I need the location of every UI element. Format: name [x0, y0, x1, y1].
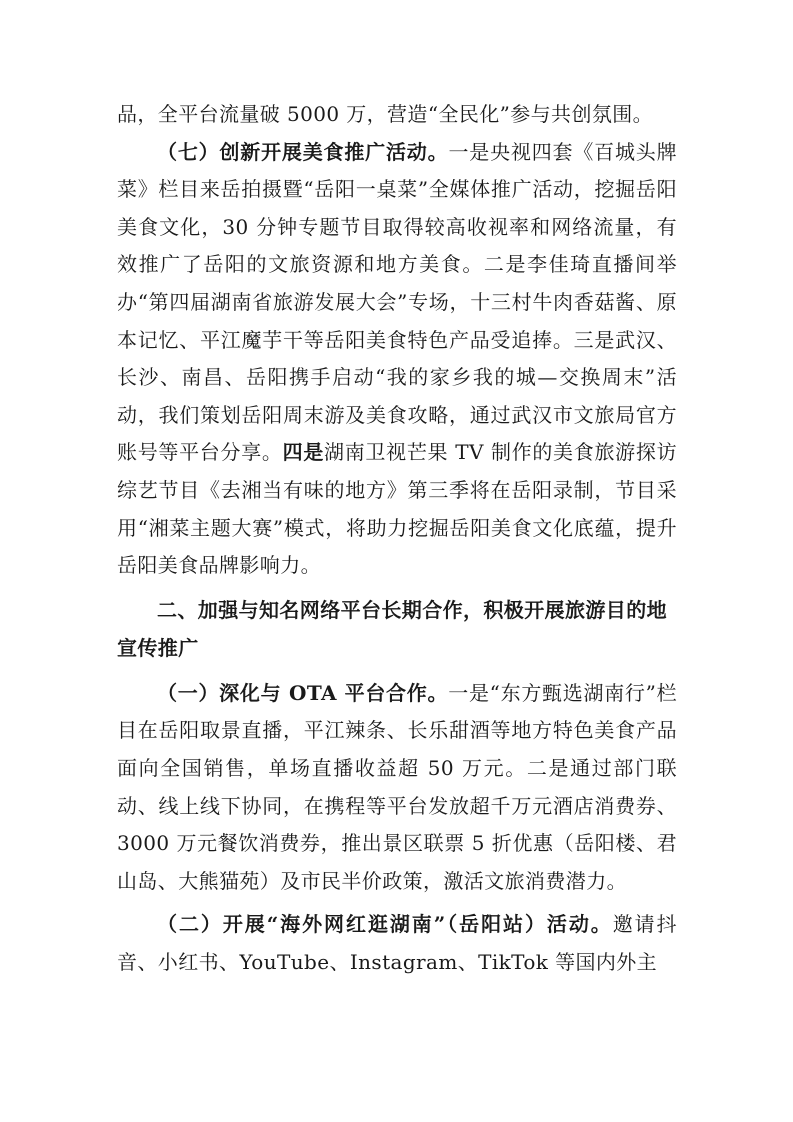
paragraph-heading: （七）创新开展美食推广活动。: [157, 139, 449, 164]
paragraph-text: 湖南卫视芒果 TV 制作的美食旅游探访综艺节目《去湘当有味的地方》第三季将在岳阳录制，节目采用“湘菜主题大赛”模式，将助力挖掘岳阳美食文化底蕴，提升岳阳美食品牌影响力。: [117, 440, 677, 578]
section-heading: 二、加强与知名网络平台长期合作，积极开展旅游目的地宣传推广: [117, 597, 667, 660]
paragraph-influencer-event: [117, 906, 677, 981]
paragraph-text: 品，全平台流量破 5000 万，营造“全民化”参与共创氛围。: [117, 102, 654, 126]
paragraph-continued: [117, 96, 677, 134]
paragraph-food-promotion: [117, 134, 677, 585]
paragraph-heading: （一）深化与 OTA 平台合作。: [157, 680, 449, 705]
paragraph-heading: （二）开展“海外网红逛湖南”（岳阳站）活动。: [157, 912, 613, 937]
document-page: [117, 96, 677, 981]
paragraph-text: 邀请抖音、小红书、YouTube、Instagram、TikTok 等国内外主: [117, 912, 678, 974]
paragraph-ota-cooperation: [117, 675, 677, 901]
paragraph-text: 一是央视四套《百城头牌菜》栏目来岳拍摄暨“岳阳一桌菜”全媒体推广活动，挖掘岳阳美食文化，30 分钟专题节目取得较高收视率和网络流量，有效推广了岳阳的文旅资源和地方美食。二是李佳琦直播间举办“第四届湖南省旅游发展大会”专场，十三村牛肉香菇酱、原本记忆、平江魔芋干等岳阳美食特色产品受追捧。三是武汉、长沙、南昌、岳阳携手启动“我的家乡我的城—交换周末”活动，我们策划岳阳周末游及美食攻略，通过武汉市文旅局官方账号等平台分享。: [117, 139, 677, 465]
paragraph-text: 一是“东方甄选湖南行”栏目在岳阳取景直播，平江辣条、长乐甜酒等地方特色美食产品面向全国销售，单场直播收益超 50 万元。二是通过部门联动、线上线下协同，在携程等平台发放超千万元酒店消费券、3000 万元餐饮消费券，推出景区联票 5 折优惠（岳阳楼、君山岛、大熊猫苑）及市民半价政策，激活文旅消费潜力。: [117, 680, 677, 893]
paragraph-lead: 四是: [282, 440, 325, 465]
